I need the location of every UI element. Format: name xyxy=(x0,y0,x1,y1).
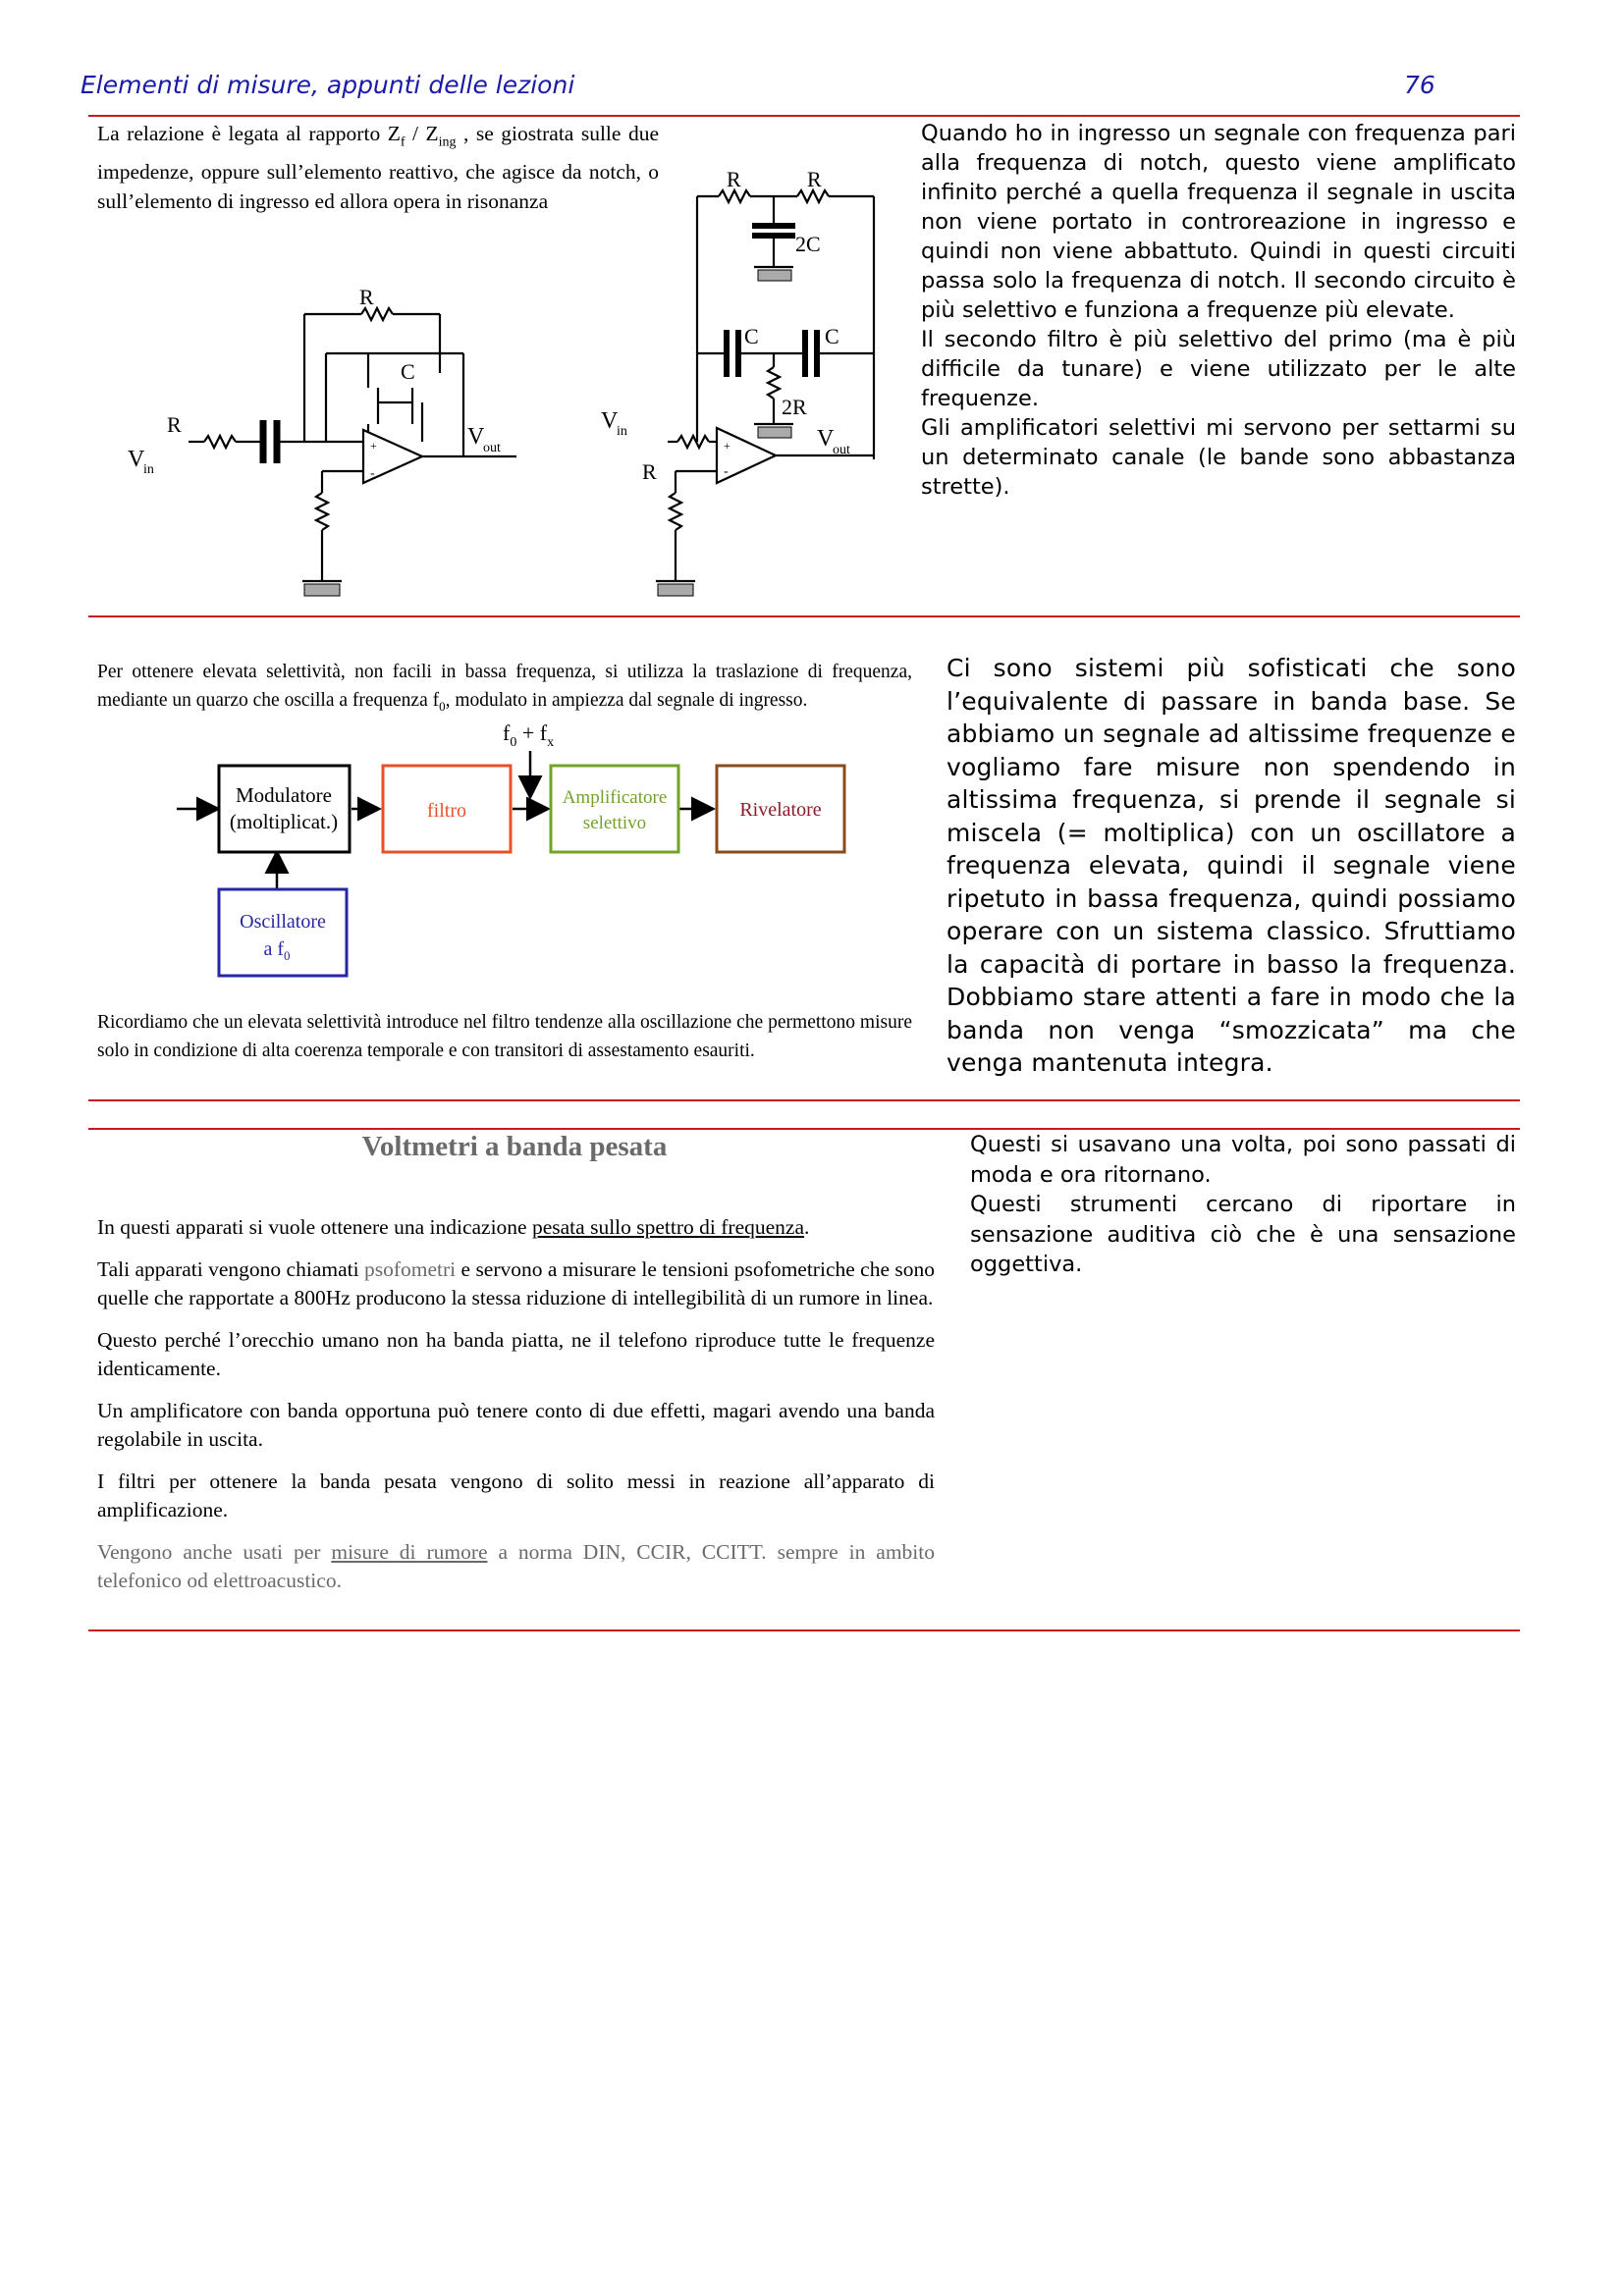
svg-text:+: + xyxy=(370,439,377,453)
amplificatore-block xyxy=(551,766,678,852)
section3-p4: Un amplificatore con banda opportuna può tenere conto di due effetti, magari avendo una banda regolabile in uscita. xyxy=(97,1398,935,1451)
weighted-spectrum-link[interactable]: pesata sullo spettro di frequenza xyxy=(531,1215,804,1239)
noise-measure-link[interactable]: misure di rumore xyxy=(331,1539,488,1564)
fx-label: $f_0 + f_x$ xyxy=(503,721,555,750)
section2-rule-a xyxy=(88,1099,1520,1101)
svg-text:R: R xyxy=(359,285,374,309)
svg-text:out: out xyxy=(833,443,850,457)
notch-circuit-2 xyxy=(589,157,884,618)
amplificatore-label-1: Amplificatore xyxy=(562,787,668,808)
filtro-label: filtro xyxy=(427,800,466,822)
svg-text:C: C xyxy=(401,359,415,384)
svg-text:V: V xyxy=(601,408,619,434)
svg-text:R: R xyxy=(167,412,182,437)
svg-text:+: + xyxy=(724,439,730,453)
svg-text:in: in xyxy=(143,462,154,477)
modulatore-label-1: Modulatore xyxy=(236,783,332,807)
amplificatore-label-2: selettivo xyxy=(582,813,647,833)
svg-text:R: R xyxy=(727,167,741,191)
svg-text:V: V xyxy=(467,424,485,450)
section3-p2: Tali apparati vengono chiamati psofometri e servono a misurare le tensioni psofometriche che sono quelle che rapportate a 800Hz producono la stessa riduzione di intellegibilità di un rumore in linea. xyxy=(97,1256,936,1309)
svg-text:R: R xyxy=(642,459,657,484)
svg-text:V: V xyxy=(128,447,145,472)
svg-text:C: C xyxy=(744,324,759,348)
section2-outro: Ricordiamo che un elevata selettività introduce nel filtro tendenze alla oscillazione che permettono misure solo in condizione di alta coerenza temporale e con transitori di assestamento esauriti. xyxy=(97,1012,912,1061)
frequency-translation-diagram xyxy=(167,717,854,987)
psofometri-term: psofometri xyxy=(363,1256,457,1281)
rivelatore-label: Rivelatore xyxy=(739,799,822,821)
section3-p3: Questo perché l’orecchio umano non ha banda piatta, ne il telefono riproduce tutte le frequenze identicamente. xyxy=(97,1327,935,1380)
header-rule xyxy=(88,115,1520,117)
oscillatore-label-1: Oscillatore xyxy=(240,911,326,933)
oscillatore-block xyxy=(219,889,347,976)
section3-title: Voltmetri a banda pesata xyxy=(361,1131,668,1162)
section3-p1: In questi apparati si vuole ottenere una indicazione pesata sullo spettro di frequenza. xyxy=(97,1215,810,1239)
svg-text:2R: 2R xyxy=(782,395,807,419)
svg-text:-: - xyxy=(724,464,729,479)
page-number: 76 xyxy=(1404,71,1435,99)
svg-text:C: C xyxy=(825,324,839,348)
svg-text:2C: 2C xyxy=(795,232,821,256)
section1-right-text: Quando ho in ingresso un segnale con frequenza pari alla frequenza di notch, questo viene amplificato infinito perché a quella frequenza il segnale in uscita non viene portato in controreazione in ingresso e quindi non viene abbattuto. Quindi in questi circuiti passa solo la frequenza di notch. Il secondo circuito è più selettivo e funziona a frequenze più elevate. Il secondo filtro è più selettivo del primo (ma è più difficile da tunare) e viene utilizzato per le alte frequenze. Gli amplificatori selettivi mi servono per settarmi su un determinato canale (le bande sono abbastanza strette). xyxy=(921,121,1516,500)
svg-text:-: - xyxy=(370,466,375,481)
section3-rule xyxy=(88,1629,1520,1631)
section1-left-text: La relazione è legata al rapporto $Z_f / Z_{ing}$ , se giostrata sulle due impedenze, oppure sull’elemento reattivo, che agisce da notch, o sull’elemento di ingresso ed allora opera in risonanza xyxy=(97,122,659,214)
section3-right-text: Questi si usavano una volta, poi sono passati di moda e ora ritornano. Questi strumenti cercano di riportare in sensazione auditiva ciò che è una sensazione oggettiva. xyxy=(970,1132,1516,1277)
oscillatore-label-2: a f xyxy=(263,938,285,960)
header-title: Elementi di misure, appunti delle lezioni xyxy=(81,71,575,99)
section2-right-text: Ci sono sistemi più sofisticati che sono l’equivalente di passare in banda base. Se abbiamo un segnale ad altissime frequenze e vogliamo fare misure non spendendo in altissima frequenza, si prende il segnale si miscela (= moltiplica) con un oscillatore a frequenza elevata, quindi il segnale viene ripetuto in bassa frequenza, quindi possiamo operare con un sistema classico. Sfruttiamo la capacità di portare in basso la frequenza. Dobbiamo stare attenti a fare in modo che la banda non venga “smozzicata” ma che venga mantenuta integra. xyxy=(947,654,1516,1077)
modulatore-label-2: (moltiplicat.) xyxy=(229,810,339,833)
svg-text:in: in xyxy=(617,424,627,439)
section2-intro: Per ottenere elevata selettività, non facili in bassa frequenza, si utilizza la traslazione di frequenza, mediante un quarzo che oscilla a frequenza $f_0$, modulato in ampiezza dal segnale di ingresso. xyxy=(97,662,912,714)
svg-text:V: V xyxy=(817,426,835,452)
section3-p6: Vengono anche usati per misure di rumore a norma DIN, CCIR, CCITT. sempre in ambito telefonico od elettroacustico. xyxy=(97,1539,935,1592)
oscillatore-sub: 0 xyxy=(284,948,291,963)
notch-circuit-1 xyxy=(118,275,530,618)
section3-p5: I filtri per ottenere la banda pesata vengono di solito messi in reazione all’apparato di amplificazione. xyxy=(97,1468,935,1522)
svg-text:out: out xyxy=(483,441,501,455)
section1-rule xyxy=(88,615,1520,617)
modulatore-block xyxy=(219,766,350,852)
section3-body xyxy=(97,1213,935,1609)
svg-text:R: R xyxy=(807,167,822,191)
